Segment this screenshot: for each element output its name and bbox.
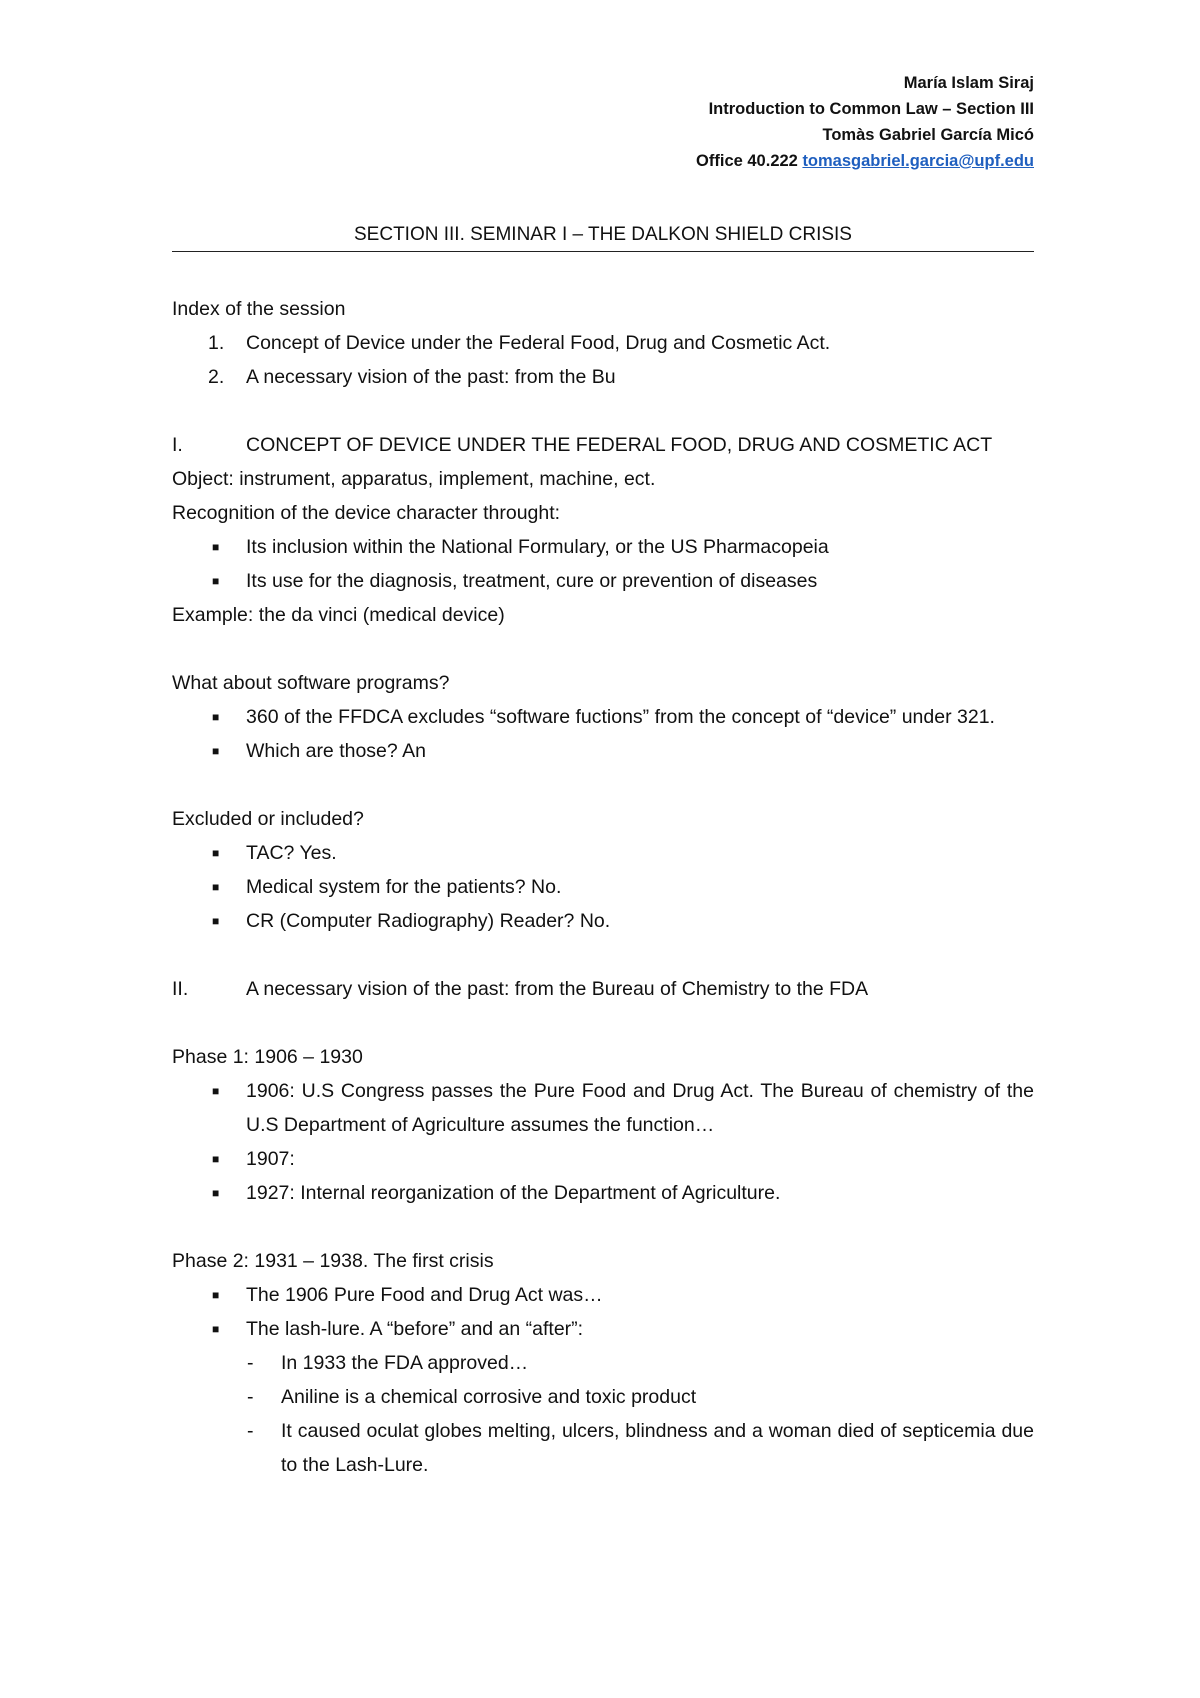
phase-heading: Phase 1: 1906 – 1930	[172, 1046, 363, 1068]
dash-icon: -	[247, 1420, 254, 1442]
bullet-item	[172, 836, 1034, 870]
bullet-icon: ■	[212, 540, 220, 554]
bullet-item	[172, 1176, 1034, 1210]
author-name: María Islam Siraj	[903, 74, 1034, 92]
office-contact	[696, 148, 1034, 174]
bullet-text: Its inclusion within the National Formulary, or the US Pharmacopeia	[246, 536, 829, 558]
phase-heading: Phase 2: 1931 – 1938. The first crisis	[172, 1250, 494, 1272]
bullet-icon: ■	[212, 1288, 220, 1302]
bullet-icon: ■	[212, 1322, 220, 1336]
dash-text: In 1933 the FDA approved…	[281, 1352, 529, 1374]
section-heading-text: A necessary vision of the past: from the Bureau of Chemistry to the FDA	[246, 978, 869, 1000]
bullet-text: Medical system for the patients? No.	[246, 876, 562, 898]
section-heading	[172, 972, 1034, 1006]
bullet-text: 1907:	[246, 1148, 295, 1170]
dash-item	[172, 1380, 1034, 1414]
section-number: I.	[172, 434, 183, 456]
bullet-text: Its use for the diagnosis, treatment, cure or prevention of diseases	[246, 570, 818, 592]
bullet-text: 1927: Internal reorganization of the Department of Agriculture.	[246, 1182, 781, 1204]
bullet-text: Which are those? An	[246, 740, 426, 762]
index-number: 2.	[208, 366, 225, 388]
example-line: Example: the da vinci (medical device)	[172, 604, 505, 626]
dash-icon: -	[247, 1352, 254, 1374]
bullet-text: 360 of the FFDCA excludes “software fuctions” from the concept of “device” under 321.	[246, 706, 995, 728]
section-number: II.	[172, 978, 189, 1000]
bullet-text: CR (Computer Radiography) Reader? No.	[246, 910, 611, 932]
bullet-icon: ■	[212, 1084, 220, 1098]
dash-text: It caused oculat globes melting, ulcers, blindness and a woman died of septicemia due to the Lash-Lure.	[281, 1420, 1034, 1476]
document-header	[696, 70, 1034, 174]
bullet-item	[172, 1074, 1034, 1142]
recognition-line: Recognition of the device character throught:	[172, 502, 561, 524]
index-number: 1.	[208, 332, 225, 354]
bullet-text: The 1906 Pure Food and Drug Act was…	[246, 1284, 603, 1306]
dash-text: Aniline is a chemical corrosive and toxic product	[281, 1386, 697, 1408]
bullet-item	[172, 564, 1034, 598]
bullet-icon: ■	[212, 1186, 220, 1200]
document-body	[172, 292, 1034, 1482]
software-question: What about software programs?	[172, 672, 450, 694]
bullet-item	[172, 870, 1034, 904]
index-heading: Index of the session	[172, 298, 346, 320]
index-item	[172, 326, 1034, 360]
bullet-item	[172, 1142, 1034, 1176]
bullet-icon: ■	[212, 710, 220, 724]
dash-item	[172, 1414, 1034, 1482]
professor-name: Tomàs Gabriel García Micó	[822, 126, 1034, 144]
index-item-text: Concept of Device under the Federal Food, Drug and Cosmetic Act.	[246, 332, 831, 354]
dash-item	[172, 1346, 1034, 1380]
index-item	[172, 360, 1034, 394]
office-number: Office 40.222	[696, 152, 798, 170]
excluded-question: Excluded or included?	[172, 808, 364, 830]
section-heading	[172, 428, 1034, 462]
bullet-text: 1906: U.S Congress passes the Pure Food and Drug Act. The Bureau of chemistry of the U.S Department of Agriculture assumes the function…	[246, 1080, 1034, 1136]
bullet-item	[172, 734, 1034, 768]
index-item-text: A necessary vision of the past: from the Bu	[246, 366, 616, 388]
bullet-item	[172, 904, 1034, 938]
bullet-text: TAC? Yes.	[246, 842, 337, 864]
bullet-icon: ■	[212, 1152, 220, 1166]
bullet-icon: ■	[212, 880, 220, 894]
title-underline	[172, 251, 1034, 252]
bullet-icon: ■	[212, 914, 220, 928]
bullet-item	[172, 530, 1034, 564]
bullet-item	[172, 1278, 1034, 1312]
bullet-item	[172, 700, 1034, 734]
bullet-item	[172, 1312, 1034, 1346]
email-link[interactable]: tomasgabriel.garcia@upf.edu	[802, 152, 1034, 170]
section-heading-text: CONCEPT OF DEVICE UNDER THE FEDERAL FOOD, DRUG AND COSMETIC ACT	[246, 434, 993, 456]
bullet-icon: ■	[212, 574, 220, 588]
bullet-text: The lash-lure. A “before” and an “after”:	[246, 1318, 584, 1340]
bullet-icon: ■	[212, 744, 220, 758]
course-name: Introduction to Common Law – Section III	[708, 100, 1034, 118]
bullet-icon: ■	[212, 846, 220, 860]
document-title: SECTION III. SEMINAR I – THE DALKON SHIELD CRISIS	[354, 224, 852, 245]
object-line: Object: instrument, apparatus, implement, machine, ect.	[172, 468, 656, 490]
dash-icon: -	[247, 1386, 254, 1408]
